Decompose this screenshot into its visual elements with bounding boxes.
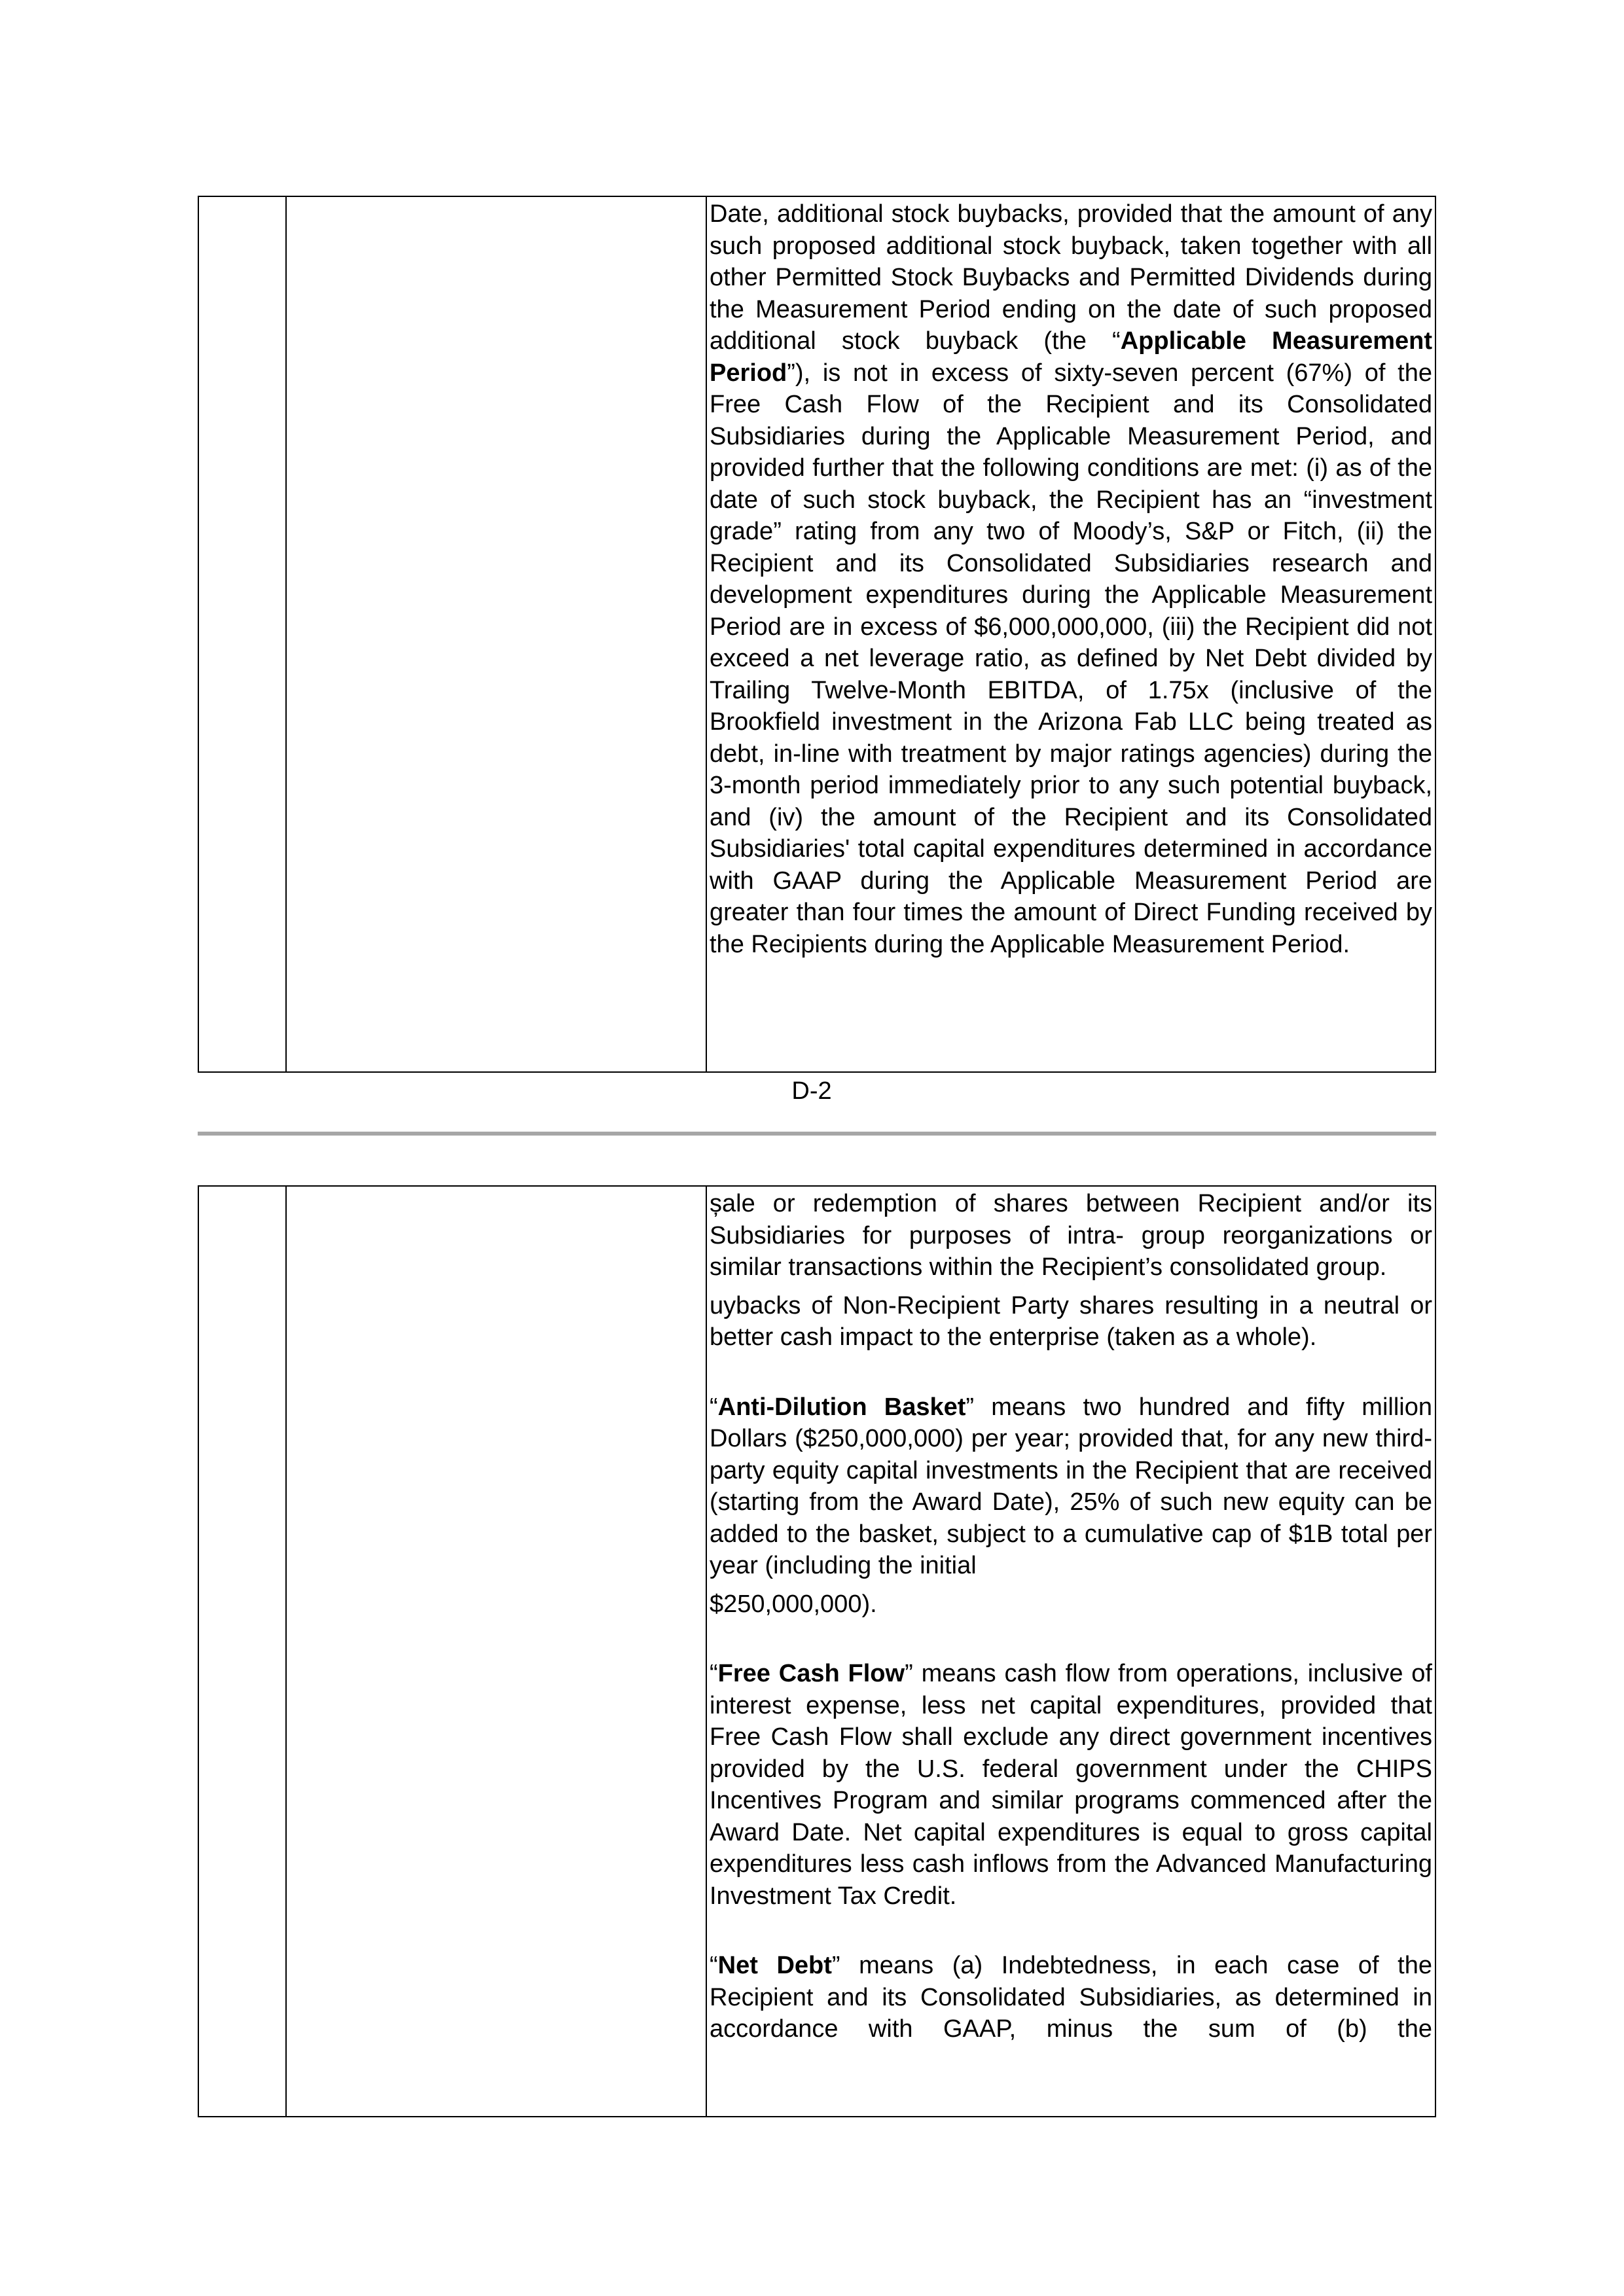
definitions-table-page-2 bbox=[198, 1185, 1436, 2117]
anti-dilution-basket-continuation: $250,000,000). bbox=[710, 1590, 877, 1618]
non-recipient-buyback-item: uybacks of Non-Recipient Party shares resulting in a neutral or better cash impact to the enterprise (taken as a whole). bbox=[710, 1291, 1432, 1351]
table-column-term bbox=[285, 197, 707, 1071]
table-column-definition bbox=[707, 1187, 1435, 2116]
defined-term-anti-dilution-basket: Anti-Dilution Basket bbox=[717, 1393, 966, 1421]
anti-dilution-basket-definition: “Anti-Dilution Basket” means two hundred and fifty million Dollars ($250,000,000) per year; provided that, for any new third-party equity capital investments in the Recipient that are received (starting from the Award Date), 25% of such new equity can be added to the basket, subject to a cumulative cap of $1B total per year (including the initial bbox=[710, 1393, 1432, 1579]
page-separator bbox=[198, 1132, 1436, 1136]
table-column-number bbox=[199, 1187, 287, 2116]
table-column-number bbox=[199, 197, 287, 1071]
page-number: D-2 bbox=[791, 1077, 832, 1105]
net-debt-definition: “Net Debt” means (a) Indebtedness, in each case of the Recipient and its Consolidated Subsidiaries, as determined in accordance with GAAP, minus the sum of (b) the bbox=[710, 1952, 1432, 2043]
free-cash-flow-definition: “Free Cash Flow” means cash flow from operations, inclusive of interest expense, less net capital expenditures, provided that Free Cash Flow shall exclude any direct government incentives provided by the U.S. federal government under the CHIPS Incentives Program and similar programs commenced after the Award Date. Net capital expenditures is equal to gross capital expenditures less cash inflows from the Advanced Manufacturing Investment Tax Credit. bbox=[710, 1660, 1432, 1910]
table-column-definition bbox=[707, 197, 1435, 1071]
buyback-paragraph: Date, additional stock buybacks, provided that the amount of any such proposed additional stock buyback, taken together with all other Permitted Stock Buybacks and Permitted Dividends during the Measurement Period ending on the date of such proposed additional stock buyback (the “Applicable Measurement Period”), is not in excess of sixty-seven percent (67%) of the Free Cash Flow of the Recipient and its Consolidated Subsidiaries during the Applicable Measurement Period, and provided further that the following conditions are met: (i) as of the date of such stock buyback, the Recipient has an “investment grade” rating from any two of Moody’s, S&P or Fitch, (ii) the Recipient and its Consolidated Subsidiaries research and development expenditures during the Applicable Measurement Period are in excess of $6,000,000,000, (iii) the Recipient did not exceed a net leverage ratio, as defined by Net Debt divided by Trailing Twelve-Month EBITDA, of 1.75x (inclusive of the Brookfield investment in the Arizona Fab LLC being treated as debt, in-line with treatment by major ratings agencies) during the 3-month period immediately prior to any such potential buyback, and (iv) the amount of the Recipient and its Consolidated Subsidiaries' total capital expenditures determined in accordance with GAAP during the Applicable Measurement Period are greater than four times the amount of Direct Funding received by the Recipients during the Applicable Measurement Period. bbox=[710, 200, 1433, 958]
defined-term-applicable-measurement-period: Applicable Measurement Period bbox=[710, 327, 1433, 387]
definitions-table-page-1 bbox=[198, 196, 1436, 1073]
defined-term-free-cash-flow: Free Cash Flow bbox=[717, 1660, 905, 1687]
table-column-term bbox=[285, 1187, 707, 2116]
intra-group-redemption-item: șale or redemption of shares between Recipient and/or its Subsidiaries for purposes of intra- group reorganizations or similar transactions within the Recipient’s consolidated group. bbox=[710, 1190, 1432, 1281]
defined-term-net-debt: Net Debt bbox=[717, 1952, 832, 1979]
